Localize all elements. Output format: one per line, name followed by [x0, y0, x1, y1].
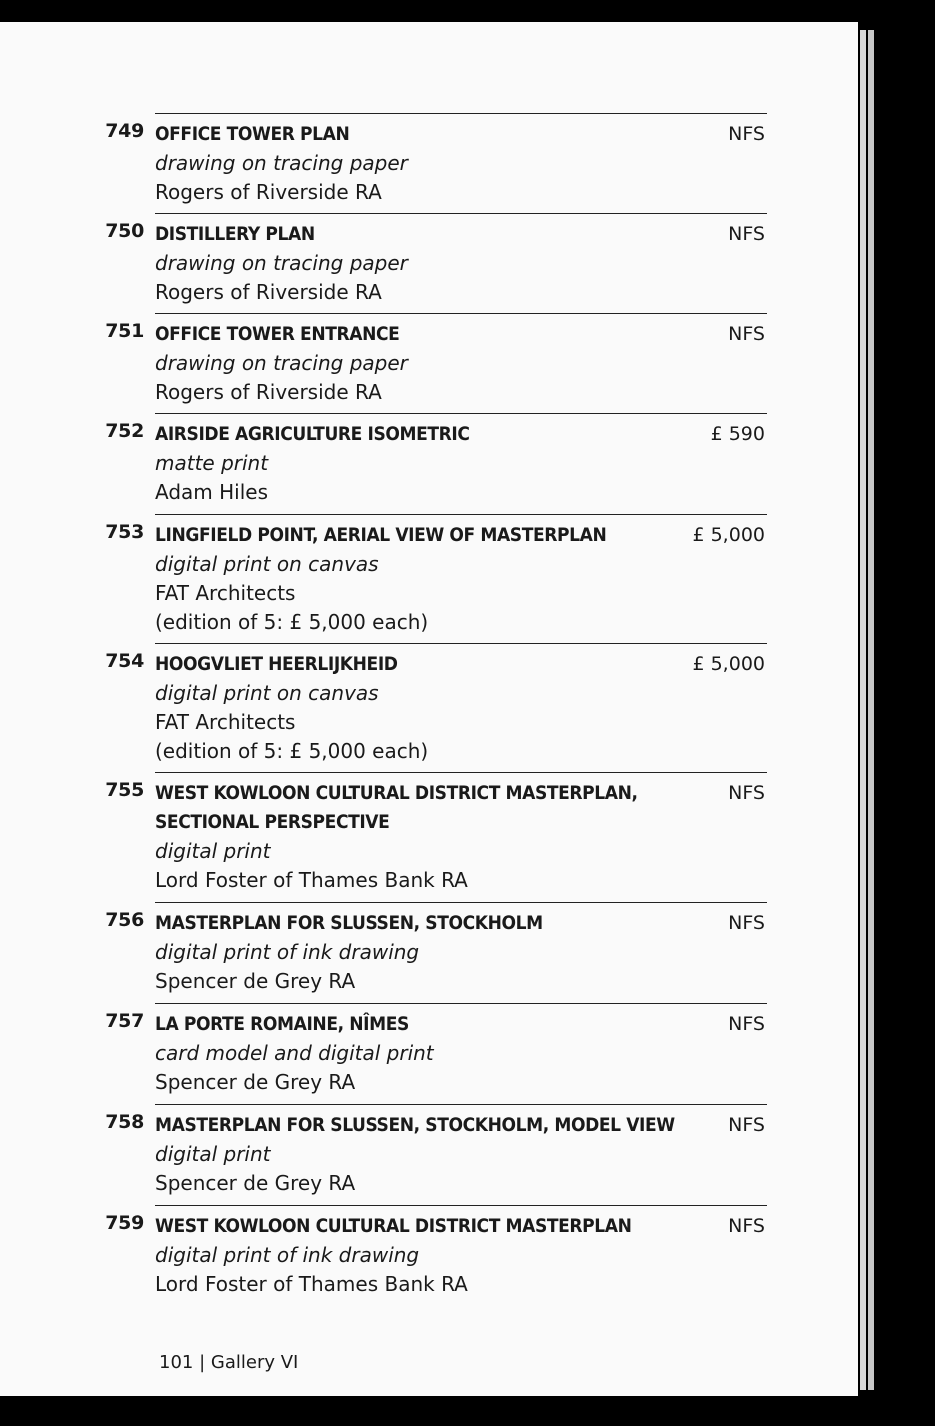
page-edge — [860, 30, 866, 1390]
entry-number: 749 — [105, 120, 144, 142]
entry-number: 756 — [105, 909, 144, 931]
entry-artist: Spencer de Grey RA — [155, 1070, 356, 1094]
entry-artist: Adam Hiles — [155, 480, 268, 504]
entry-number: 751 — [105, 320, 144, 342]
catalogue-entry — [105, 1104, 767, 1198]
catalogue-entry — [105, 113, 767, 207]
entry-medium: matte print — [155, 451, 269, 475]
catalogue-entry — [105, 643, 767, 766]
entry-title: OFFICE TOWER ENTRANCE — [155, 323, 400, 345]
entry-title: SECTIONAL PERSPECTIVE — [155, 811, 390, 833]
entry-medium: digital print — [155, 1142, 271, 1166]
entry-price: NFS — [728, 323, 765, 345]
entry-artist: Rogers of Riverside RA — [155, 380, 382, 404]
entry-medium: digital print of ink drawing — [155, 1243, 420, 1267]
entry-price: £ 590 — [710, 423, 765, 445]
entry-price: NFS — [728, 123, 765, 145]
entry-medium: drawing on tracing paper — [155, 151, 408, 175]
entry-price: NFS — [728, 223, 765, 245]
entry-artist: Rogers of Riverside RA — [155, 280, 382, 304]
entry-medium: card model and digital print — [155, 1041, 434, 1065]
entry-edition: (edition of 5: £ 5,000 each) — [155, 739, 429, 763]
entry-artist: Rogers of Riverside RA — [155, 180, 382, 204]
entry-title: OFFICE TOWER PLAN — [155, 123, 350, 145]
entry-edition: (edition of 5: £ 5,000 each) — [155, 610, 429, 634]
page-edge — [868, 30, 874, 1390]
catalogue-entry — [105, 772, 767, 895]
catalogue-page — [0, 22, 858, 1396]
entry-title: MASTERPLAN FOR SLUSSEN, STOCKHOLM — [155, 912, 543, 934]
entry-medium: drawing on tracing paper — [155, 351, 408, 375]
entry-artist: Spencer de Grey RA — [155, 969, 356, 993]
catalogue-entry — [105, 413, 767, 507]
entry-title: AIRSIDE AGRICULTURE ISOMETRIC — [155, 423, 470, 445]
entry-number: 755 — [105, 779, 144, 801]
section-name: Gallery VI — [210, 1352, 299, 1373]
entry-artist: Spencer de Grey RA — [155, 1171, 356, 1195]
entry-price: NFS — [728, 1215, 765, 1237]
entry-price: £ 5,000 — [692, 653, 765, 675]
footer-separator: | — [199, 1352, 206, 1373]
catalogue-entry — [105, 1205, 767, 1299]
entry-artist: Lord Foster of Thames Bank RA — [155, 868, 468, 892]
entry-title: MASTERPLAN FOR SLUSSEN, STOCKHOLM, MODEL VIEW — [155, 1114, 675, 1136]
catalogue-entry — [105, 213, 767, 307]
catalogue-entry — [105, 1003, 767, 1097]
entry-number: 754 — [105, 650, 144, 672]
entry-title: WEST KOWLOON CULTURAL DISTRICT MASTERPLAN, — [155, 782, 638, 804]
entry-artist: FAT Architects — [155, 710, 296, 734]
entry-number: 759 — [105, 1212, 144, 1234]
page-number: 101 — [159, 1352, 194, 1373]
entry-number: 753 — [105, 521, 144, 543]
entry-number: 750 — [105, 220, 144, 242]
entry-price: NFS — [728, 1013, 765, 1035]
entry-medium: digital print of ink drawing — [155, 940, 420, 964]
entry-medium: digital print on canvas — [155, 552, 379, 576]
entry-price: NFS — [728, 1114, 765, 1136]
entry-medium: digital print — [155, 839, 271, 863]
catalogue-entry — [105, 514, 767, 637]
entry-price: £ 5,000 — [692, 524, 765, 546]
entry-number: 752 — [105, 420, 144, 442]
entry-medium: digital print on canvas — [155, 681, 379, 705]
entry-medium: drawing on tracing paper — [155, 251, 408, 275]
entry-price: NFS — [728, 912, 765, 934]
catalogue-entry — [105, 313, 767, 407]
entry-number: 757 — [105, 1010, 144, 1032]
entry-title: LINGFIELD POINT, AERIAL VIEW OF MASTERPLAN — [155, 524, 607, 546]
entry-number: 758 — [105, 1111, 144, 1133]
entry-artist: Lord Foster of Thames Bank RA — [155, 1272, 468, 1296]
entry-artist: FAT Architects — [155, 581, 296, 605]
entry-title: DISTILLERY PLAN — [155, 223, 315, 245]
entry-price: NFS — [728, 782, 765, 804]
page-footer — [159, 1352, 298, 1373]
entry-title: LA PORTE ROMAINE, NÎMES — [155, 1013, 409, 1035]
entry-title: WEST KOWLOON CULTURAL DISTRICT MASTERPLAN — [155, 1215, 632, 1237]
catalogue-entry — [105, 902, 767, 996]
entry-title: HOOGVLIET HEERLIJKHEID — [155, 653, 398, 675]
